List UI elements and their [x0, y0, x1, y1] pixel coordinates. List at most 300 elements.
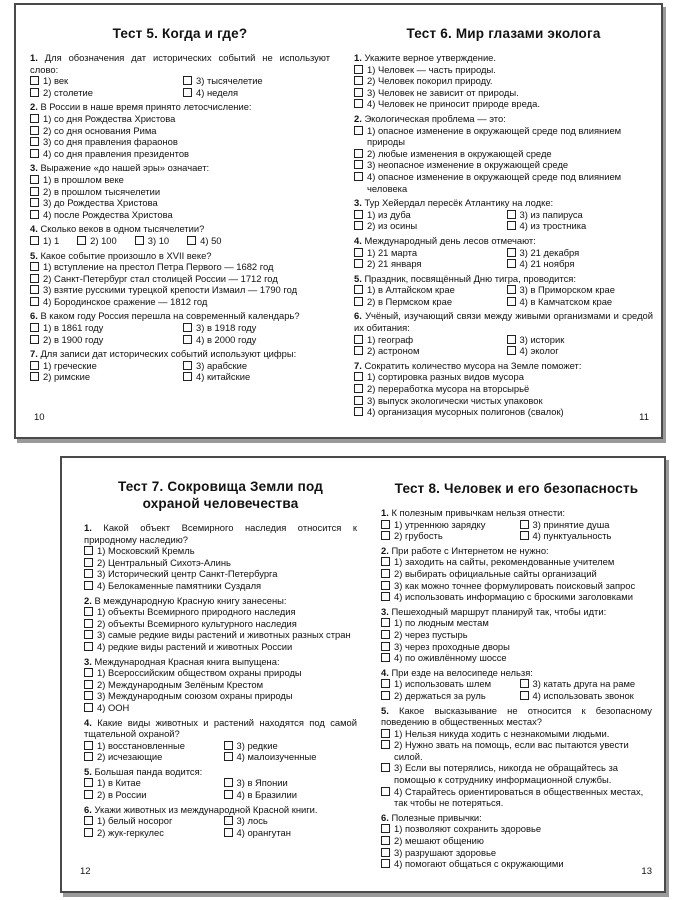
checkbox[interactable] [381, 642, 390, 651]
checkbox[interactable] [507, 210, 516, 219]
option-label: 4) эколог [519, 345, 559, 357]
checkbox[interactable] [520, 679, 529, 688]
checkbox[interactable] [30, 76, 39, 85]
option-label: 4) Белокаменные памятники Суздаля [97, 579, 262, 591]
option-label: 4) пунктуальность [532, 530, 612, 542]
checkbox[interactable] [381, 787, 390, 796]
checkbox[interactable] [30, 114, 39, 123]
answer-option[interactable] [354, 125, 653, 148]
answer-option[interactable] [354, 296, 501, 308]
checkbox[interactable] [187, 236, 196, 245]
checkbox[interactable] [30, 198, 39, 207]
option-label: 1) Московский Кремль [97, 545, 195, 557]
checkbox[interactable] [354, 76, 363, 85]
checkbox[interactable] [84, 790, 93, 799]
question-text [354, 235, 653, 247]
page-13 [365, 458, 668, 891]
option-label: 1) в прошлом веке [43, 173, 124, 185]
answer-option[interactable] [381, 591, 652, 603]
answer-options [381, 728, 652, 809]
checkbox[interactable] [354, 126, 363, 135]
checkbox[interactable] [84, 828, 93, 837]
answer-option[interactable] [30, 261, 330, 273]
answer-option[interactable] [183, 334, 330, 346]
answer-option[interactable] [84, 751, 218, 763]
checkbox[interactable] [30, 335, 39, 344]
checkbox[interactable] [381, 569, 390, 578]
option-label: 2) в Пермском крае [367, 295, 453, 307]
checkbox[interactable] [507, 285, 516, 294]
answer-option[interactable] [183, 371, 330, 383]
answer-option[interactable] [354, 87, 653, 99]
checkbox[interactable] [30, 297, 39, 306]
checkbox[interactable] [381, 859, 390, 868]
checkbox[interactable] [224, 778, 233, 787]
answer-option[interactable] [30, 136, 330, 148]
option-label: 3) в Японии [236, 777, 288, 789]
checkbox[interactable] [183, 88, 192, 97]
option-label: 3) лось [236, 815, 268, 827]
answer-option[interactable] [84, 679, 357, 691]
answer-option[interactable] [507, 296, 654, 308]
checkbox[interactable] [30, 361, 39, 370]
answer-option[interactable] [354, 258, 501, 270]
answer-option[interactable] [354, 220, 501, 232]
checkbox[interactable] [507, 335, 516, 344]
checkbox[interactable] [30, 210, 39, 219]
answer-option[interactable] [84, 568, 357, 580]
answer-option[interactable] [84, 545, 357, 557]
checkbox[interactable] [30, 137, 39, 146]
option-label: 3) как можно точнее формулировать поисковый запрос [394, 579, 636, 591]
option-label: 2) грубость [394, 530, 443, 542]
answer-options [30, 322, 330, 345]
option-label: 1) греческие [43, 359, 97, 371]
answer-option[interactable] [187, 235, 221, 247]
checkbox[interactable] [224, 816, 233, 825]
option-label: 2) через пустырь [394, 628, 468, 640]
question [381, 705, 652, 809]
answer-option[interactable] [354, 334, 501, 346]
checkbox[interactable] [84, 668, 93, 677]
option-label: 4) ООН [97, 701, 130, 713]
checkbox[interactable] [183, 335, 192, 344]
answer-option[interactable] [507, 345, 654, 357]
answer-option[interactable] [520, 690, 653, 702]
option-label: 1) утреннюю зарядку [394, 518, 486, 530]
checkbox[interactable] [354, 65, 363, 74]
answer-option[interactable] [507, 284, 654, 296]
question-number: 5. [354, 272, 362, 284]
option-label: 2) мешают общению [394, 835, 484, 847]
checkbox[interactable] [354, 88, 363, 97]
option-label: 4) Старайтесь ориентироваться в общественных местах, так чтобы не потеряться. [394, 785, 644, 809]
checkbox[interactable] [381, 691, 390, 700]
answer-option[interactable] [381, 762, 652, 785]
answer-option[interactable] [381, 568, 652, 580]
checkbox[interactable] [135, 236, 144, 245]
checkbox[interactable] [84, 569, 93, 578]
question-number: 2. [354, 112, 362, 124]
question-text [84, 717, 357, 740]
checkbox[interactable] [381, 763, 390, 772]
answer-option[interactable] [30, 334, 177, 346]
bottom-spread [60, 456, 666, 893]
option-label: 1) опасное изменение в окружающей среде под влиянием природы [367, 124, 622, 148]
checkbox[interactable] [84, 703, 93, 712]
checkbox[interactable] [183, 372, 192, 381]
question-text [84, 656, 357, 668]
option-label: 1) в Китае [97, 777, 141, 789]
option-label: 2) со дня основания Рима [43, 124, 157, 136]
answer-option[interactable] [354, 395, 653, 407]
question-text [381, 812, 652, 824]
answer-option[interactable] [183, 75, 330, 87]
answer-option[interactable] [520, 530, 653, 542]
answer-option[interactable] [381, 728, 652, 740]
answer-option[interactable] [381, 847, 652, 859]
answer-option[interactable] [507, 220, 654, 232]
checkbox[interactable] [354, 99, 363, 108]
answer-option[interactable] [30, 273, 330, 285]
checkbox[interactable] [30, 149, 39, 158]
option-label: 1) со дня Рождества Христова [43, 112, 176, 124]
answer-option[interactable] [354, 75, 653, 87]
answer-option[interactable] [354, 98, 653, 110]
option-label: 2) 100 [90, 234, 117, 246]
question [84, 522, 357, 592]
checkbox[interactable] [183, 76, 192, 85]
question-label: Выражение «до нашей эры» означает: [40, 162, 210, 174]
question-label: Какое событие произошло в XVII веке? [40, 249, 212, 261]
question-text [84, 595, 357, 607]
answer-option[interactable] [224, 751, 358, 763]
answer-option[interactable] [84, 618, 357, 630]
answer-option[interactable] [84, 641, 357, 653]
answer-option[interactable] [77, 235, 117, 247]
answer-option[interactable] [84, 740, 218, 752]
answer-option[interactable] [507, 258, 654, 270]
answer-option[interactable] [30, 360, 177, 372]
answer-option[interactable] [30, 125, 330, 137]
checkbox[interactable] [354, 259, 363, 268]
answer-option[interactable] [84, 827, 218, 839]
checkbox[interactable] [520, 691, 529, 700]
checkbox[interactable] [30, 88, 39, 97]
option-label: 3) Если вы потерялись, никогда не обращайтесь за помощью к сотруднику информационной службы. [394, 762, 618, 786]
checkbox[interactable] [381, 824, 390, 833]
answer-option[interactable] [84, 606, 357, 618]
option-label: 3) разрушают здоровье [394, 846, 497, 858]
answer-option[interactable] [84, 557, 357, 569]
answer-options [84, 667, 357, 713]
checkbox[interactable] [381, 531, 390, 540]
option-label: 4) использовать информацию с броскими заголовками [394, 591, 633, 603]
answer-option[interactable] [381, 823, 652, 835]
checkbox[interactable] [30, 285, 39, 294]
checkbox[interactable] [354, 248, 363, 257]
checkbox[interactable] [354, 149, 363, 158]
answer-option[interactable] [30, 296, 330, 308]
checkbox[interactable] [84, 752, 93, 761]
answer-option[interactable] [507, 247, 654, 259]
answer-option[interactable] [224, 740, 358, 752]
checkbox[interactable] [224, 790, 233, 799]
question [84, 804, 357, 839]
checkbox[interactable] [381, 592, 390, 601]
option-label: 4) в Бразилии [236, 789, 297, 801]
question-list [354, 52, 653, 418]
question-label: Укажите верное утверждение. [364, 52, 496, 63]
answer-option[interactable] [381, 556, 652, 568]
answer-option[interactable] [354, 371, 653, 383]
answer-option[interactable] [30, 113, 330, 125]
checkbox[interactable] [520, 531, 529, 540]
checkbox[interactable] [84, 691, 93, 700]
checkbox[interactable] [381, 740, 390, 749]
answer-option[interactable] [84, 690, 357, 702]
answer-options [30, 75, 330, 98]
answer-option[interactable] [30, 87, 177, 99]
answer-option[interactable] [30, 186, 330, 198]
checkbox[interactable] [381, 630, 390, 639]
checkbox[interactable] [381, 679, 390, 688]
page-number: 11 [639, 412, 649, 423]
question-list [84, 522, 357, 838]
checkbox[interactable] [30, 187, 39, 196]
question [30, 348, 330, 383]
checkbox[interactable] [354, 407, 363, 416]
answer-option[interactable] [381, 519, 514, 531]
answer-option[interactable] [381, 690, 514, 702]
answer-option[interactable] [224, 777, 358, 789]
option-label: 4) китайские [196, 371, 251, 383]
question-label: Международный день лесов отмечают: [364, 234, 536, 246]
checkbox[interactable] [507, 346, 516, 355]
answer-option[interactable] [354, 383, 653, 395]
question [381, 812, 652, 870]
answer-option[interactable] [30, 197, 330, 209]
option-label: 1) 21 марта [367, 246, 418, 258]
checkbox[interactable] [84, 546, 93, 555]
checkbox[interactable] [354, 297, 363, 306]
answer-option[interactable] [381, 678, 514, 690]
answer-option[interactable] [354, 171, 653, 194]
answer-option[interactable] [381, 652, 652, 664]
checkbox[interactable] [381, 557, 390, 566]
answer-options [84, 606, 357, 652]
answer-option[interactable] [354, 209, 501, 221]
checkbox[interactable] [507, 297, 516, 306]
checkbox[interactable] [381, 618, 390, 627]
answer-option[interactable] [381, 617, 652, 629]
checkbox[interactable] [84, 581, 93, 590]
checkbox[interactable] [354, 285, 363, 294]
checkbox[interactable] [507, 259, 516, 268]
question-number: 3. [30, 162, 38, 174]
answer-option[interactable] [84, 702, 357, 714]
checkbox[interactable] [354, 335, 363, 344]
checkbox[interactable] [381, 729, 390, 738]
answer-option[interactable] [354, 159, 653, 171]
checkbox[interactable] [84, 778, 93, 787]
answer-option[interactable] [30, 209, 330, 221]
question-number: 6. [30, 310, 38, 322]
answer-option[interactable] [520, 678, 653, 690]
answer-option[interactable] [84, 789, 218, 801]
checkbox[interactable] [354, 372, 363, 381]
checkbox[interactable] [354, 221, 363, 230]
test-column [30, 25, 330, 386]
checkbox[interactable] [507, 248, 516, 257]
question-number: 6. [84, 803, 92, 815]
checkbox[interactable] [381, 653, 390, 662]
checkbox[interactable] [84, 680, 93, 689]
answer-option[interactable] [381, 858, 652, 870]
question-label: Какие виды животных и растений находятся под самой тщательной охраной? [84, 716, 357, 740]
question [381, 606, 652, 664]
answer-option[interactable] [381, 580, 652, 592]
checkbox[interactable] [354, 172, 363, 181]
answer-options [84, 777, 357, 800]
answer-option[interactable] [354, 247, 501, 259]
answer-option[interactable] [224, 827, 358, 839]
answer-option[interactable] [84, 629, 357, 641]
checkbox[interactable] [30, 262, 39, 271]
checkbox[interactable] [507, 221, 516, 230]
answer-option[interactable] [354, 148, 653, 160]
option-label: 1) Человек — часть природы. [367, 63, 496, 75]
answer-option[interactable] [183, 322, 330, 334]
answer-option[interactable] [381, 835, 652, 847]
option-label: 2) Санкт-Петербург стал столицей России — 1712 год [43, 272, 278, 284]
answer-option[interactable] [381, 641, 652, 653]
answer-option[interactable] [381, 786, 652, 809]
checkbox[interactable] [354, 384, 363, 393]
answer-options [84, 545, 357, 591]
question-number: 3. [381, 605, 389, 617]
question [30, 101, 330, 159]
checkbox[interactable] [183, 323, 192, 332]
answer-options [354, 247, 653, 270]
option-label: 1) из дуба [367, 208, 411, 220]
option-label: 4) Человек не приносит природе вреда. [367, 98, 540, 110]
checkbox[interactable] [30, 126, 39, 135]
question-text [381, 545, 652, 557]
question-number: 4. [381, 666, 389, 678]
answer-option[interactable] [354, 406, 653, 418]
option-label: 4) после Рождества Христова [43, 208, 173, 220]
answer-option[interactable] [183, 87, 330, 99]
question-number: 4. [84, 716, 92, 728]
answer-option[interactable] [224, 815, 358, 827]
answer-option[interactable] [507, 209, 654, 221]
answer-option[interactable] [354, 284, 501, 296]
question-number: 1. [84, 522, 92, 533]
checkbox[interactable] [381, 848, 390, 857]
checkbox[interactable] [354, 396, 363, 405]
answer-option[interactable] [84, 667, 357, 679]
question-number: 4. [30, 223, 38, 235]
checkbox[interactable] [354, 210, 363, 219]
checkbox[interactable] [30, 323, 39, 332]
question [84, 656, 357, 714]
answer-option[interactable] [30, 75, 177, 87]
checkbox[interactable] [30, 274, 39, 283]
checkbox[interactable] [30, 175, 39, 184]
checkbox[interactable] [30, 236, 39, 245]
checkbox[interactable] [84, 630, 93, 639]
page-12 [62, 458, 365, 891]
checkbox[interactable] [77, 236, 86, 245]
answer-option[interactable] [84, 815, 218, 827]
checkbox[interactable] [520, 520, 529, 529]
checkbox[interactable] [84, 816, 93, 825]
checkbox[interactable] [84, 558, 93, 567]
answer-option[interactable] [381, 739, 652, 762]
option-label: 1) вступление на престол Петра Первого — 1682 год [43, 261, 274, 273]
checkbox[interactable] [224, 828, 233, 837]
option-label: 3) принятие душа [532, 518, 610, 530]
question-number: 1. [381, 507, 389, 518]
option-label: 2) из осины [367, 220, 418, 232]
answer-option[interactable] [30, 148, 330, 160]
option-label: 2) в 1900 году [43, 333, 104, 345]
page-number: 12 [80, 866, 91, 877]
answer-option[interactable] [84, 580, 357, 592]
answer-option[interactable] [30, 371, 177, 383]
checkbox[interactable] [84, 642, 93, 651]
answer-option[interactable] [183, 360, 330, 372]
checkbox[interactable] [30, 372, 39, 381]
answer-option[interactable] [135, 235, 169, 247]
answer-option[interactable] [30, 322, 177, 334]
checkbox[interactable] [84, 607, 93, 616]
option-label: 2) выбирать официальные сайты организаций [394, 567, 597, 579]
answer-option[interactable] [354, 345, 501, 357]
answer-option[interactable] [381, 530, 514, 542]
option-label: 4) неделя [196, 86, 239, 98]
answer-option[interactable] [507, 334, 654, 346]
checkbox[interactable] [84, 619, 93, 628]
answer-option[interactable] [30, 235, 59, 247]
checkbox[interactable] [354, 160, 363, 169]
checkbox[interactable] [224, 741, 233, 750]
option-label: 4) использовать звонок [532, 689, 634, 701]
answer-option[interactable] [84, 777, 218, 789]
checkbox[interactable] [354, 346, 363, 355]
checkbox[interactable] [224, 752, 233, 761]
answer-option[interactable] [381, 629, 652, 641]
answer-option[interactable] [30, 174, 330, 186]
option-label: 2) в прошлом тысячелетии [43, 185, 161, 197]
checkbox[interactable] [381, 520, 390, 529]
answer-option[interactable] [520, 519, 653, 531]
question [30, 310, 330, 345]
answer-option[interactable] [354, 64, 653, 76]
question-label: Для обозначения дат исторических событий не используют слово: [30, 52, 330, 75]
question [30, 223, 330, 246]
checkbox[interactable] [84, 741, 93, 750]
checkbox[interactable] [183, 361, 192, 370]
checkbox[interactable] [381, 836, 390, 845]
checkbox[interactable] [381, 581, 390, 590]
question-number: 7. [30, 348, 38, 360]
option-label: 2) переработка мусора на вторсырьё [367, 383, 530, 395]
question-text [354, 310, 653, 333]
answer-option[interactable] [30, 284, 330, 296]
answer-option[interactable] [224, 789, 358, 801]
